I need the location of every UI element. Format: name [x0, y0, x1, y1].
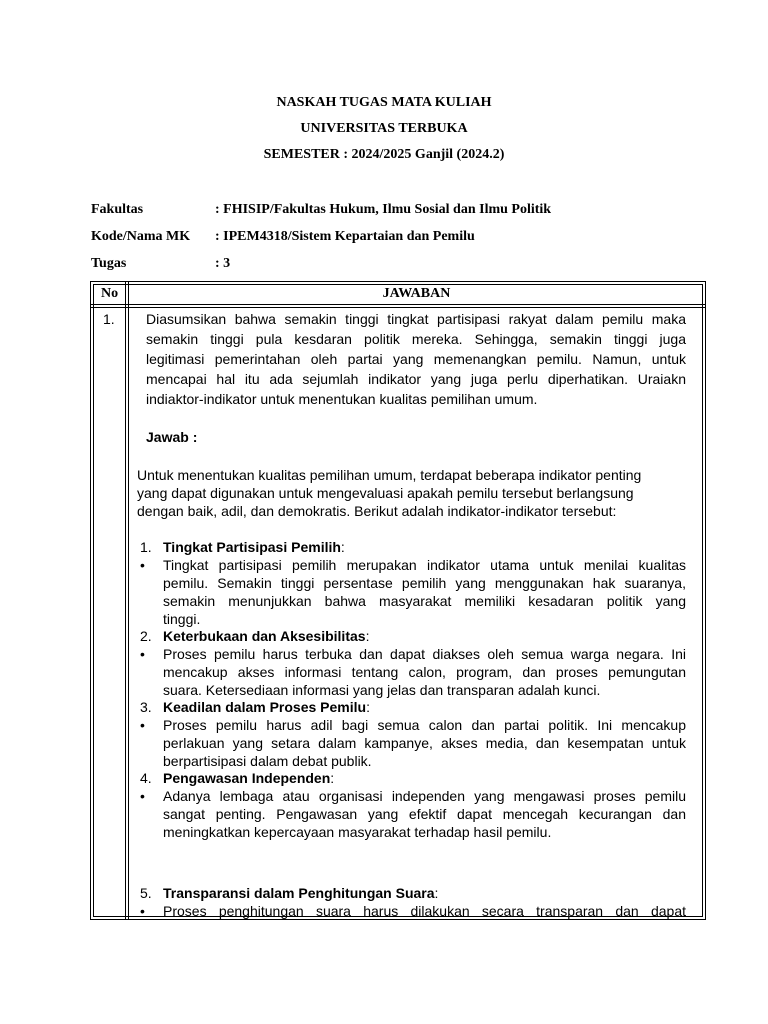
header-no: No — [101, 286, 119, 301]
item-title: Pengawasan Independen — [163, 770, 331, 786]
doc-title: NASKAH TUGAS MATA KULIAH — [276, 95, 492, 110]
item-title: Keterbukaan dan Aksesibilitas — [163, 628, 366, 644]
item-number: 1. — [140, 539, 152, 555]
bullet-line: suara. Ketersediaan informasi yang jelas dan transparan adalah kunci. — [163, 682, 601, 698]
intro-line: dengan baik, adil, dan demokratis. Berikut adalah indikator-indikator tersebut: — [137, 503, 617, 519]
header-jawaban: JAWABAN — [382, 286, 451, 301]
question-line: mencapai hal itu ada sejumlah indikator yang juga perlu diperhatikan. Uraiakn — [146, 371, 686, 387]
item-colon: : — [366, 699, 370, 715]
item-title: Keadilan dalam Proses Pemilu — [163, 699, 367, 715]
bullet-icon: • — [140, 557, 145, 573]
item-colon: : — [365, 628, 370, 644]
item-heading — [163, 884, 438, 903]
bullet-line: pemilu. Semakin tinggi persentase pemilih yang menggunakan hak suaranya, — [163, 575, 686, 591]
bullet-icon: • — [140, 788, 145, 804]
bullet-line: meningkatkan kepercayaan masyarakat terhadap hasil pemilu. — [163, 824, 552, 840]
tugas-value: : 3 — [215, 256, 231, 271]
item-heading — [163, 538, 345, 557]
bullet-line: berpartisipasi dalam debat publik. — [163, 753, 372, 769]
bullet-line: Proses pemilu harus terbuka dan dapat diakses oleh semua warga negara. Ini — [163, 646, 686, 662]
header-row-divider-double — [91, 307, 705, 308]
question-line: Diasumsikan bahwa semakin tinggi tingkat partisipasi rakyat dalam pemilu maka — [146, 311, 686, 327]
fakultas-value: : FHISIP/Fakultas Hukum, Ilmu Sosial dan Ilmu Politik — [215, 202, 552, 217]
semester-line: SEMESTER : 2024/2025 Ganjil (2024.2) — [263, 147, 505, 162]
column-divider-double — [128, 282, 129, 919]
header-row-divider — [91, 304, 705, 305]
bullet-icon: • — [140, 717, 145, 733]
item-number: 5. — [140, 885, 152, 901]
tugas-label: Tugas — [91, 256, 127, 271]
item-colon: : — [340, 539, 345, 555]
item-heading — [163, 698, 370, 717]
bullet-line: perlakuan yang setara dalam kampanye, akses media, dan kesempatan untuk — [163, 735, 686, 751]
item-number: 4. — [140, 770, 152, 786]
university-name: UNIVERSITAS TERBUKA — [300, 121, 468, 136]
item-colon: : — [434, 885, 439, 901]
bullet-line: Adanya lembaga atau organisasi independen yang mengawasi proses pemilu — [163, 788, 686, 804]
kode-value: : IPEM4318/Sistem Kepartaian dan Pemilu — [215, 229, 475, 244]
item-heading — [163, 769, 334, 788]
bullet-line: Tingkat partisipasi pemilih merupakan indikator utama untuk menilai kualitas — [163, 557, 686, 573]
row-number: 1. — [103, 311, 115, 327]
bullet-line: Proses penghitungan suara harus dilakukan secara transparan dan dapat — [163, 903, 686, 919]
item-colon: : — [330, 770, 335, 786]
intro-line: Untuk menentukan kualitas pemilihan umum, terdapat beberapa indikator penting — [137, 467, 642, 483]
bullet-line: tinggi. — [163, 611, 201, 627]
bullet-line: semakin menunjukkan bahwa masyarakat memiliki kesadaran politik yang — [163, 593, 686, 609]
jawab-label: Jawab : — [146, 429, 198, 445]
item-title: Transparansi dalam Penghitungan Suara — [163, 885, 435, 901]
bullet-icon: • — [140, 646, 145, 662]
item-number: 2. — [140, 628, 152, 644]
intro-line: yang dapat digunakan untuk mengevaluasi apakah pemilu tersebut berlangsung — [137, 485, 634, 501]
bullet-icon: • — [140, 903, 145, 919]
item-title: Tingkat Partisipasi Pemilih — [163, 539, 341, 555]
bullet-line: Proses pemilu harus adil bagi semua calon dan partai politik. Ini mencakup — [163, 717, 686, 733]
question-line: legitimasi pemerintahan oleh partai yang memenangkan pemilu. Namun, untuk — [146, 351, 686, 367]
fakultas-label: Fakultas — [91, 202, 144, 217]
item-heading — [163, 627, 369, 646]
item-number: 3. — [140, 699, 152, 715]
column-divider — [125, 282, 126, 919]
kode-label: Kode/Nama MK — [91, 229, 191, 244]
question-line: indiaktor-indikator untuk menentukan kualitas pemilihan umum. — [146, 391, 538, 407]
question-line: semakin tinggi pula kesdaran politik mereka. Sehingga, semakin tinggi juga — [146, 331, 686, 347]
bullet-line: mencakup akses informasi tentang calon, program, dan proses pemungutan — [163, 664, 686, 680]
bullet-line: sangat penting. Pengawasan yang efektif dapat mencegah kecurangan dan — [163, 806, 686, 822]
